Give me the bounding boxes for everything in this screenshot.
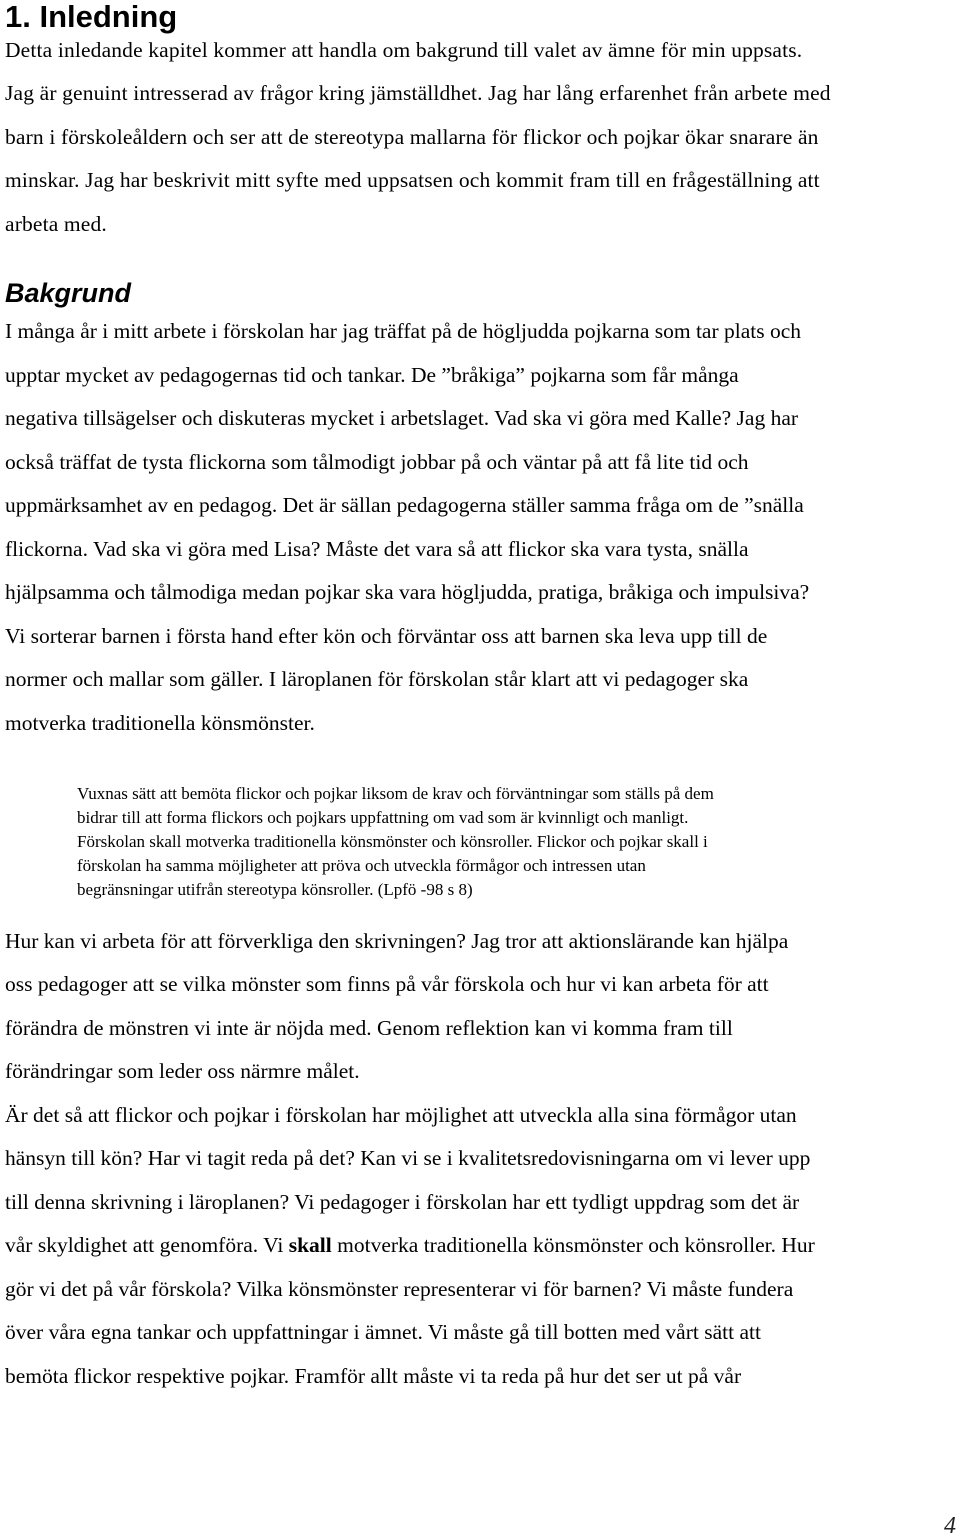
paragraph-line: hänsyn till kön? Har vi tagit reda på det? Kan vi se i kvalitetsredovisningarna om vi lever upp xyxy=(5,1146,811,1170)
quote-line: Förskolan skall motverka traditionella könsmönster och könsroller. Flickor och pojkar skall i xyxy=(77,832,708,851)
page-number: 4 xyxy=(944,1513,956,1539)
background-line: negativa tillsägelser och diskuteras mycket i arbetslaget. Vad ska vi göra med Kalle? Jag har xyxy=(5,406,799,430)
intro-line: minskar. Jag har beskrivit mitt syfte med uppsatsen och kommit fram till en frågeställning att xyxy=(5,168,820,192)
background-line: flickorna. Vad ska vi göra med Lisa? Måste det vara så att flickor ska vara tysta, snälla xyxy=(5,537,749,561)
background-line: Vi sorterar barnen i första hand efter kön och förväntar oss att barnen ska leva upp till de xyxy=(5,624,768,648)
intro-line: arbeta med. xyxy=(5,212,107,236)
background-line: upptar mycket av pedagogernas tid och tankar. De ”bråkiga” pojkarna som får många xyxy=(5,363,739,387)
paragraph-line: förändra de mönstren vi inte är nöjda med. Genom reflektion kan vi komma fram till xyxy=(5,1016,733,1040)
background-line: I många år i mitt arbete i förskolan har jag träffat på de högljudda pojkarna som tar plats och xyxy=(5,319,802,343)
background-line: också träffat de tysta flickorna som tålmodigt jobbar på och väntar på att få lite tid och xyxy=(5,450,749,474)
paragraph-line: bemöta flickor respektive pojkar. Framför allt måste vi ta reda på hur det ser ut på vår xyxy=(5,1364,742,1388)
paragraph-line: oss pedagoger att se vilka mönster som finns på vår förskola och hur vi kan arbeta för att xyxy=(5,972,769,996)
text-run: vår skyldighet att genomföra. Vi xyxy=(5,1233,289,1257)
emphasis-bold: skall xyxy=(288,1233,332,1257)
intro-line: Detta inledande kapitel kommer att handla om bakgrund till valet av ämne för min uppsats. xyxy=(5,38,803,62)
quote-line: Vuxnas sätt att bemöta flickor och pojkar liksom de krav och förväntningar som ställs på dem xyxy=(77,784,714,803)
text-run: motverka traditionella könsmönster och könsroller. Hur xyxy=(331,1233,815,1257)
intro-line: Jag är genuint intresserad av frågor kring jämställdhet. Jag har lång erfarenhet från arbete med xyxy=(5,81,831,105)
paragraph-line: till denna skrivning i läroplanen? Vi pedagoger i förskolan har ett tydligt uppdrag som det är xyxy=(5,1190,800,1214)
quote-line: förskolan ha samma möjligheter att pröva och utveckla förmågor och intressen utan xyxy=(77,856,646,875)
background-line: hjälpsamma och tålmodiga medan pojkar ska vara högljudda, pratiga, bråkiga och impulsiva? xyxy=(5,580,810,604)
quote-line: begränsningar utifrån stereotypa könsroller. (Lpfö -98 s 8) xyxy=(77,880,473,899)
background-line: normer och mallar som gäller. I läroplanen för förskolan står klart att vi pedagoger ska xyxy=(5,667,749,691)
paragraph-line: Hur kan vi arbeta för att förverkliga den skrivningen? Jag tror att aktionslärande kan hjälpa xyxy=(5,929,789,953)
quote-line: bidrar till att forma flickors och pojkars uppfattning om vad som är kvinnligt och manligt. xyxy=(77,808,689,827)
paragraph-line: Är det så att flickor och pojkar i förskolan har möjlighet att utveckla alla sina förmågor utan xyxy=(5,1103,797,1127)
paragraph-line xyxy=(5,1232,815,1258)
intro-line: barn i förskoleåldern och ser att de stereotypa mallarna för flickor och pojkar ökar snarare än xyxy=(5,125,819,149)
section-heading: Bakgrund xyxy=(5,278,132,308)
paragraph-line: gör vi det på vår förskola? Vilka könsmönster representerar vi för barnen? Vi måste fundera xyxy=(5,1277,794,1301)
chapter-heading: 1. Inledning xyxy=(5,0,178,34)
background-line: motverka traditionella könsmönster. xyxy=(5,711,315,735)
background-line: uppmärksamhet av en pedagog. Det är sällan pedagogerna ställer samma fråga om de ”snälla xyxy=(5,493,804,517)
paragraph-line: förändringar som leder oss närmre målet. xyxy=(5,1059,360,1083)
paragraph-line: över våra egna tankar och uppfattningar i ämnet. Vi måste gå till botten med vårt sätt att xyxy=(5,1320,761,1344)
